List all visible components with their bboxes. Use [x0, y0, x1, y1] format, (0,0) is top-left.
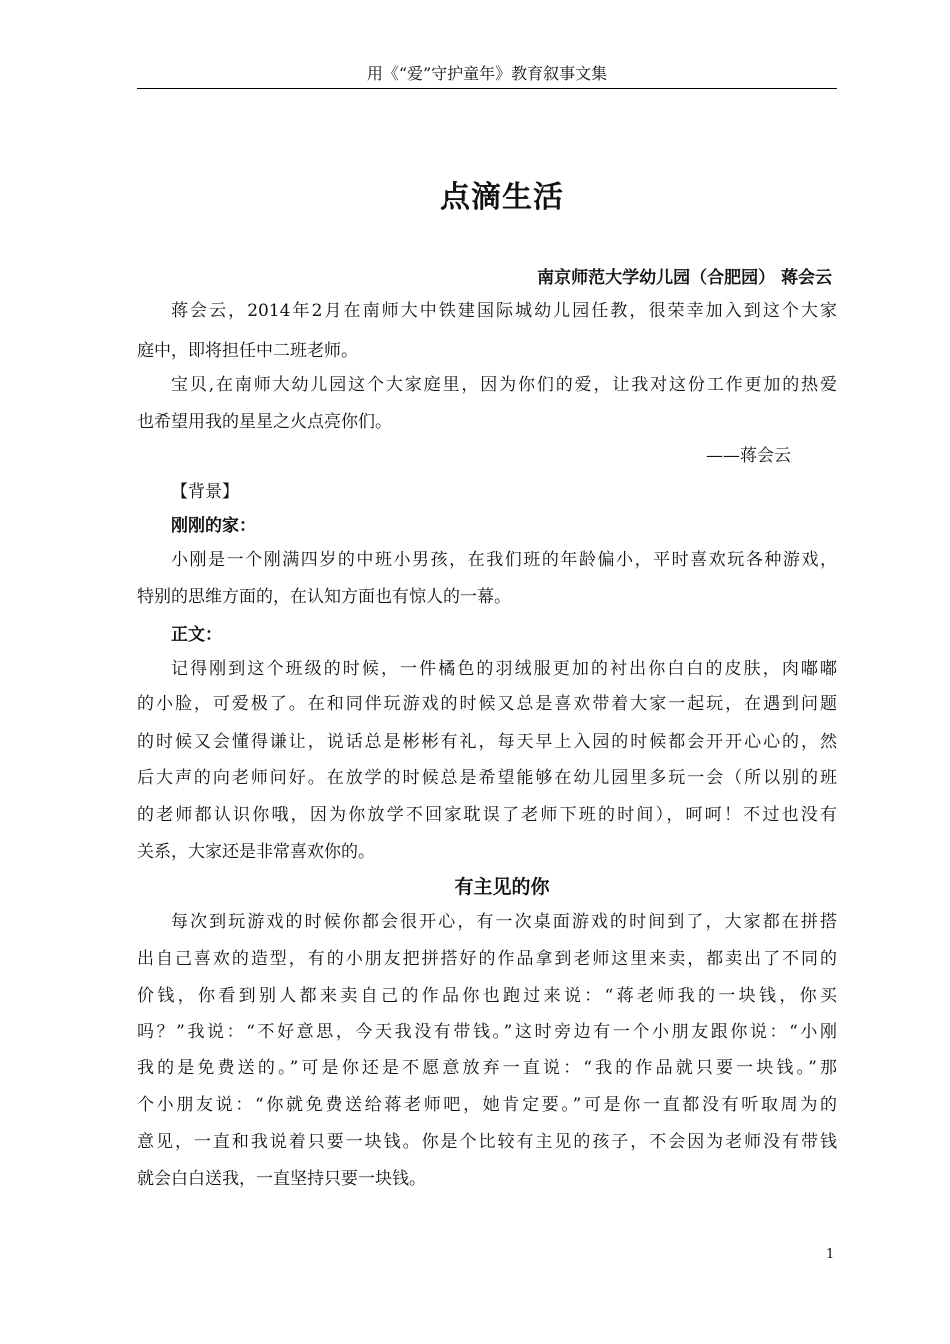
body-paragraph-line: 的时候又会懂得谦让，说话总是彬彬有礼，每天早上入园的时候都会开开心心的，然: [137, 732, 837, 752]
body-paragraph-line: 的小脸，可爱极了。在和同伴玩游戏的时候又总是喜欢带着大家一起玩，在遇到问题: [137, 694, 837, 714]
background-paragraph-line: 特别的思维方面的，在认知方面也有惊人的一幕。: [137, 587, 511, 607]
intro-paragraph-line: 宝贝,在南师大幼儿园这个大家庭里，因为你们的爱，让我对这份工作更加的热爱: [171, 375, 837, 395]
background-label: 【背景】: [171, 482, 239, 502]
body-paragraph-line: 的老师都认识你哦，因为你放学不回家耽误了老师下班的时间），呵呵！不过也没有: [137, 805, 837, 825]
background-paragraph-line: 小刚是一个刚满四岁的中班小男孩，在我们班的年龄偏小，平时喜欢玩各种游戏，: [171, 550, 837, 570]
section-paragraph-line: 出自己喜欢的造型，有的小朋友把拼搭好的作品拿到老师这里来卖，都卖出了不同的: [137, 949, 837, 969]
background-heading: 刚刚的家：: [171, 516, 256, 536]
intro-paragraph-line: 庭中，即将担任中二班老师。: [137, 341, 358, 361]
body-paragraph-line: 后大声的向老师问好。在放学的时候总是希望能够在幼儿园里多玩一会（所以别的班: [137, 768, 837, 788]
body-heading: 正文：: [171, 625, 222, 645]
section-paragraph-line: 就会白白送我，一直坚持只要一块钱。: [137, 1169, 426, 1189]
author-byline: 南京师范大学幼儿园（合肥园） 蒋会云: [537, 268, 832, 288]
body-paragraph-line: 关系，大家还是非常喜欢你的。: [137, 842, 375, 862]
section-paragraph-line: 吗？”我说：“不好意思，今天我没有带钱。”这时旁边有一个小朋友跟你说：“小刚: [137, 1022, 837, 1042]
section-paragraph-line: 每次到玩游戏的时候你都会很开心，有一次桌面游戏的时间到了，大家都在拼搭: [171, 912, 837, 932]
signature: ——蒋会云: [706, 446, 791, 466]
section-paragraph-line: 价钱，你看到别人都来卖自己的作品你也跑过来说：“蒋老师我的一块钱，你买: [137, 986, 837, 1006]
running-header: 用《“爱”守护童年》教育叙事文集: [366, 64, 608, 83]
header-rule: [137, 88, 837, 89]
body-paragraph-line: 记得刚到这个班级的时候，一件橘色的羽绒服更加的衬出你白白的皮肤，肉嘟嘟: [171, 659, 837, 679]
section-paragraph-line: 我的是免费送的。”可是你还是不愿意放弃一直说：“我的作品就只要一块钱。”那: [137, 1058, 837, 1078]
page-number: 1: [826, 1247, 835, 1262]
intro-paragraph-line: 也希望用我的星星之火点亮你们。: [137, 412, 392, 432]
section-heading: 有主见的你: [454, 876, 550, 898]
section-paragraph-line: 意见，一直和我说着只要一块钱。你是个比较有主见的孩子，不会因为老师没有带钱: [137, 1132, 837, 1152]
page-title: 点滴生活: [440, 180, 564, 215]
section-paragraph-line: 个小朋友说：“你就免费送给蒋老师吧，她肯定要。”可是你一直都没有听取周为的: [137, 1095, 837, 1115]
intro-paragraph-line: 蒋会云，2014年2月在南师大中铁建国际城幼儿园任教，很荣幸加入到这个大家: [171, 301, 837, 321]
